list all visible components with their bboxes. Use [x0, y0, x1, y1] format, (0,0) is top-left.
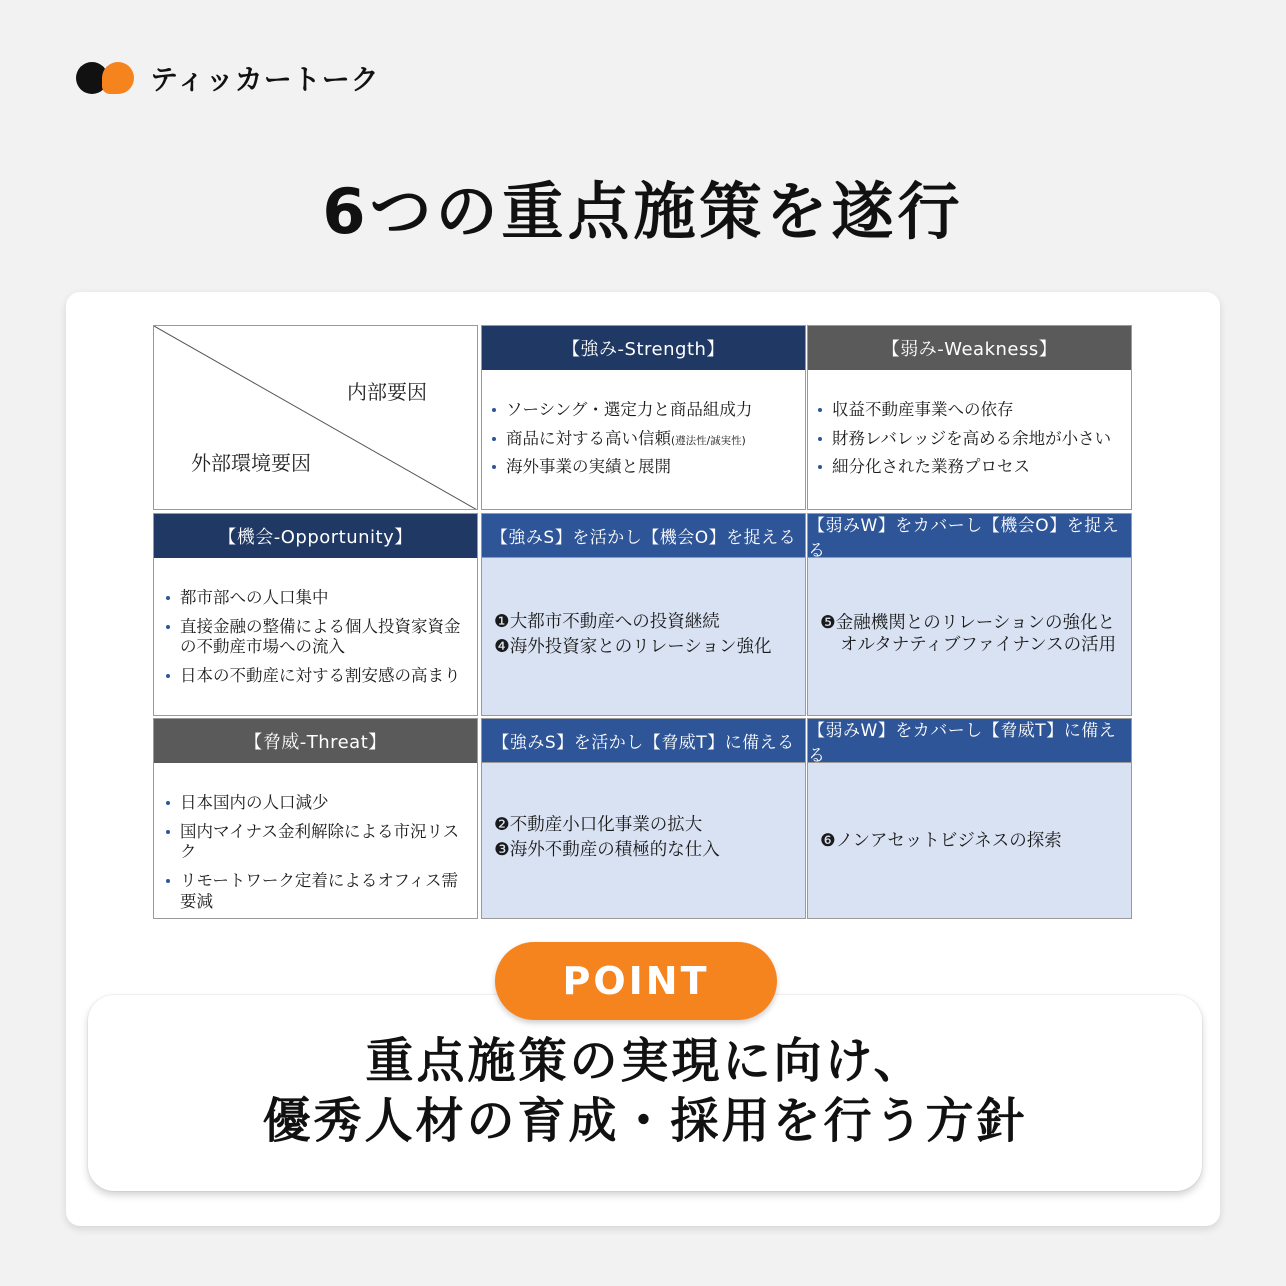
list-item: 日本の不動産に対する割安感の高まり — [178, 666, 465, 687]
point-line: 優秀人材の育成・採用を行う方針 — [262, 1093, 1028, 1149]
list-item: 細分化された業務プロセス — [830, 457, 1119, 478]
so-strategy-cell — [481, 513, 806, 716]
external-factors-label: 外部環境要因 — [191, 451, 311, 475]
list-item: 都市部への人口集中 — [178, 588, 465, 609]
wt-strategy-body — [808, 829, 1131, 854]
swot-matrix — [153, 325, 1132, 919]
list-item: 商品に対する高い信頼(遵法性/誠実性) — [504, 429, 793, 450]
list-item: 直接金融の整備による個人投資家資金の不動産市場への流入 — [178, 617, 465, 658]
wo-strategy-body — [808, 613, 1131, 657]
point-text — [88, 1031, 1202, 1151]
strategy-item: ❹海外投資家とのリレーション強化 — [494, 637, 772, 658]
page-title: 6つの重点施策を遂行 — [322, 175, 964, 248]
strength-cell — [481, 325, 806, 510]
strength-list — [482, 400, 805, 478]
st-strategy-body — [482, 813, 805, 864]
point-badge: POINT — [495, 942, 777, 1020]
brand-name: ティッカートーク — [150, 63, 380, 96]
strength-header: 【強み-Strength】 — [482, 326, 805, 370]
opportunity-cell — [153, 513, 478, 716]
threat-cell — [153, 718, 478, 919]
so-strategy-header: 【強みS】を活かし【機会O】を捉える — [482, 514, 805, 558]
opportunity-header: 【機会-Opportunity】 — [154, 514, 477, 558]
strategy-item: ❺金融機関とのリレーションの強化と — [820, 613, 1115, 633]
strategy-item: ❸海外不動産の積極的な仕入 — [494, 840, 720, 861]
point-line: 重点施策の実現に向け、 — [365, 1033, 925, 1089]
opportunity-list — [154, 588, 477, 687]
weakness-cell — [807, 325, 1132, 510]
wt-strategy-header: 【弱みW】をカバーし【脅威T】に備える — [808, 719, 1131, 763]
internal-factors-label: 内部要因 — [347, 380, 427, 404]
swot-corner-cell — [153, 325, 478, 510]
strategy-item: ❷不動産小口化事業の拡大 — [494, 815, 703, 835]
list-item: リモートワーク定着によるオフィス需要減 — [178, 871, 465, 912]
weakness-list — [808, 400, 1131, 478]
list-item: 日本国内の人口減少 — [178, 793, 465, 814]
wt-strategy-cell — [807, 718, 1132, 919]
strategy-item-continued: オルタナティブファイナンスの活用 — [840, 634, 1117, 655]
so-strategy-body — [482, 610, 805, 661]
list-item: 収益不動産事業への依存 — [830, 400, 1119, 421]
list-item: 国内マイナス金利解除による市況リスク — [178, 822, 465, 863]
brand-logo — [76, 58, 380, 98]
logo-icon — [76, 58, 138, 98]
strategy-item: ❻ノンアセットビジネスの探索 — [820, 831, 1062, 851]
list-item: 海外事業の実績と展開 — [504, 457, 793, 478]
st-strategy-cell — [481, 718, 806, 919]
st-strategy-header: 【強みS】を活かし【脅威T】に備える — [482, 719, 805, 763]
list-item: 財務レバレッジを高める余地が小さい — [830, 429, 1119, 450]
strategy-item: ❶大都市不動産への投資継続 — [494, 612, 720, 632]
note: (遵法性/誠実性) — [671, 434, 746, 447]
threat-header: 【脅威-Threat】 — [154, 719, 477, 763]
wo-strategy-cell — [807, 513, 1132, 716]
list-item: ソーシング・選定力と商品組成力 — [504, 400, 793, 421]
diagonal-divider — [154, 326, 478, 510]
weakness-header: 【弱み-Weakness】 — [808, 326, 1131, 370]
point-box — [88, 995, 1202, 1191]
threat-list — [154, 793, 477, 912]
wo-strategy-header: 【弱みW】をカバーし【機会O】を捉える — [808, 514, 1131, 558]
